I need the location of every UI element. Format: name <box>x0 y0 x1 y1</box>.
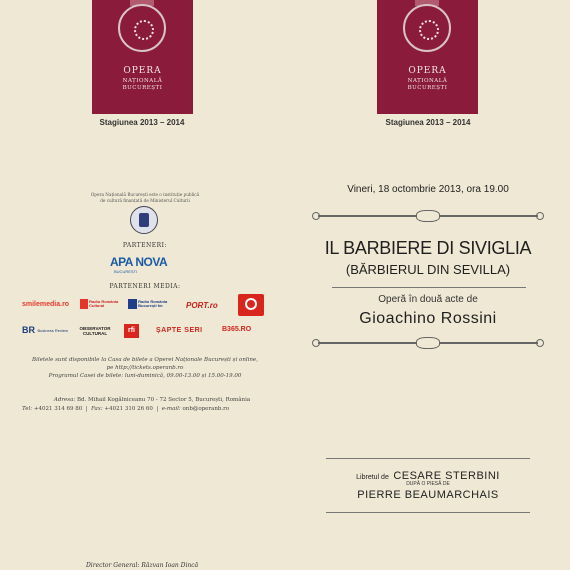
libretto-bottom-line <box>326 512 530 513</box>
libretto-top-line <box>326 458 530 459</box>
logo-sub: NAȚIONALĂ BUCUREȘTI <box>407 78 448 91</box>
business-review-logo: BR Business Review <box>22 325 68 335</box>
logo-word: OPERA <box>408 66 447 76</box>
apa-nova-logo: APA NOVA BUCUREȘTI <box>110 255 168 274</box>
opera-genre: Operă în două acte de <box>378 294 478 305</box>
b365-logo: B365.RO <box>222 326 252 333</box>
opera-seal-icon <box>118 4 166 52</box>
opera-title: IL BARBIERE DI SIVIGLIA <box>324 238 532 258</box>
q-magazine-logo-icon <box>238 294 264 316</box>
ticket-info: Biletele sunt disponibile la Casa de bilete a Operei Naționale București și online, pe http://tickets.operanb.ro Programul Casei de bilete: luni-duminică, 09.00-13.00 și 15.00-19.00 <box>32 357 258 379</box>
libretto-source: PIERRE BEAUMARCHAIS <box>357 489 499 501</box>
libretto-line: Libretul de CESARE STERBINI <box>356 470 500 482</box>
composer-name: Gioachino Rossini <box>359 310 497 327</box>
opera-logo-right <box>377 0 478 114</box>
ornament-divider-icon <box>312 210 544 222</box>
institution-note: Opera Națională București este o instituție publică de cultură finanțată de Ministerul Culturii <box>90 192 200 203</box>
radio-bucuresti-logo: Radio România București fm <box>128 299 178 309</box>
logo-word: OPERA <box>123 66 162 76</box>
season-right: Stagiunea 2013 – 2014 <box>385 118 471 127</box>
opera-seal-icon <box>403 4 451 52</box>
contact-info: Adresa: Bd. Mihail Kogălniceanu 70 - 72 Sector 5, București, România Tel: +4021 314 69 80 | Fax: +4021 310 26 60 | e-mail: onb@operanb.ro <box>22 397 251 412</box>
sapte-seri-logo: ȘAPTE SERI <box>156 327 203 334</box>
port-logo: PORT.ro <box>186 301 218 310</box>
rfi-logo: rfi <box>124 324 139 338</box>
observator-cultural-logo: OBSERVATOR CULTURAL <box>79 326 111 336</box>
ornament-divider-icon <box>312 337 544 349</box>
smilemedia-logo: smilemedia.ro <box>22 301 70 308</box>
director-line: Director General: Răzvan Ioan Dincă <box>86 562 199 569</box>
radio-cultural-logo: Radio România Cultural <box>80 299 120 309</box>
media-partners-heading: PARTENERI MEDIA: <box>109 283 181 290</box>
libretto-after: DUPĂ O PIESĂ DE <box>406 481 450 487</box>
event-date: Vineri, 18 octombrie 2013, ora 19.00 <box>347 184 509 195</box>
ministry-emblem-icon <box>130 206 158 234</box>
logo-sub: NAȚIONALĂ BUCUREȘTI <box>122 78 163 91</box>
divider-line <box>332 287 526 288</box>
partners-heading: PARTENERI: <box>122 242 168 249</box>
opera-subtitle: (BĂRBIERUL DIN SEVILLA) <box>345 262 511 277</box>
opera-logo-left <box>92 0 193 114</box>
season-left: Stagiunea 2013 – 2014 <box>99 118 185 127</box>
